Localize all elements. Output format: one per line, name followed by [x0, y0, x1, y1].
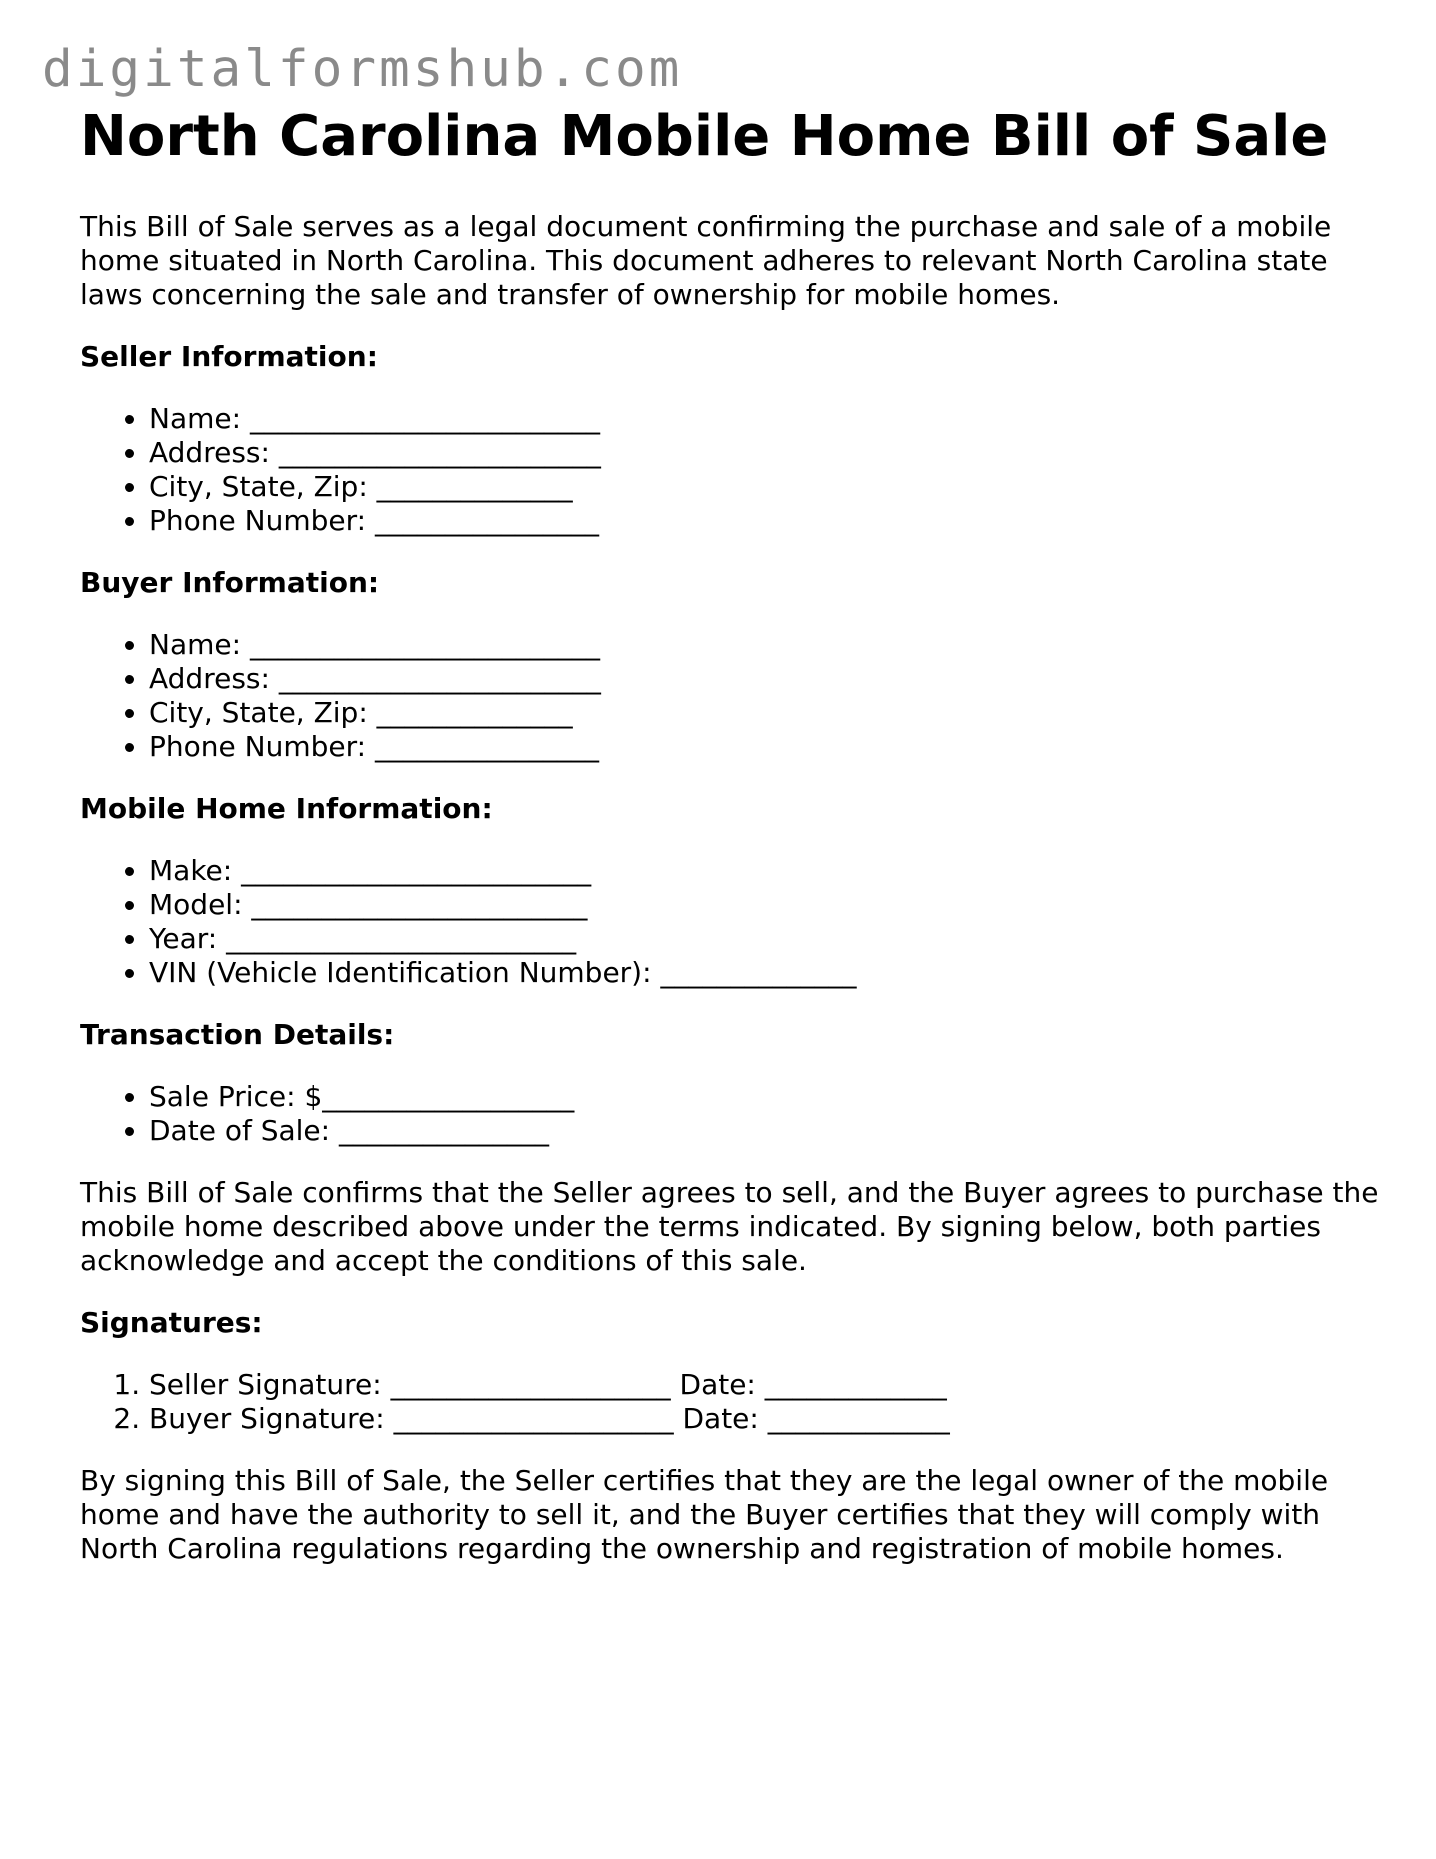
buyer-phone-field[interactable]: • Phone Number: ________________	[149, 730, 1380, 764]
make-field[interactable]: • Make: _________________________	[149, 854, 1380, 888]
seller-phone-field[interactable]: • Phone Number: ________________	[149, 504, 1380, 538]
buyer-info-heading: Buyer Information:	[80, 566, 380, 599]
seller-info-heading: Seller Information:	[80, 340, 378, 373]
buyer-signature-field[interactable]: 2. Buyer Signature: ____________________ Date: _____________	[149, 1402, 1380, 1436]
buyer-name-field[interactable]: • Name: _________________________	[149, 628, 1380, 662]
year-field[interactable]: • Year: _________________________	[149, 922, 1380, 956]
buyer-address-field[interactable]: • Address: _______________________	[149, 662, 1380, 696]
buyer-city-state-zip-field[interactable]: • City, State, Zip: ______________	[149, 696, 1380, 730]
vin-field[interactable]: • VIN (Vehicle Identification Number): ______________	[149, 956, 1380, 990]
transaction-details-list	[80, 1080, 1380, 1148]
seller-signature-field[interactable]: 1. Seller Signature: ____________________ Date: _____________	[149, 1368, 1380, 1402]
signatures-heading: Signatures:	[80, 1306, 263, 1339]
seller-address-field[interactable]: • Address: _______________________	[149, 436, 1380, 470]
watermark: digitalformshub.com	[42, 40, 683, 99]
signatures-list	[80, 1368, 1380, 1436]
mobile-home-info-heading: Mobile Home Information:	[80, 792, 493, 825]
seller-name-field[interactable]: • Name: _________________________	[149, 402, 1380, 436]
transaction-details-heading: Transaction Details:	[80, 1018, 395, 1051]
page-title: North Carolina Mobile Home Bill of Sale	[80, 104, 1329, 169]
document-body	[80, 104, 1380, 1566]
agreement-paragraph: This Bill of Sale confirms that the Seller agrees to sell, and the Buyer agrees to purchase the mobile home described above under the terms indicated. By signing below, both parties acknowledge and accept the conditions of this sale.	[80, 1176, 1379, 1277]
mobile-home-info-list	[80, 854, 1380, 990]
intro-paragraph: This Bill of Sale serves as a legal document confirming the purchase and sale of a mobile home situated in North Carolina. This document adheres to relevant North Carolina state laws concerning the sale and transfer of ownership for mobile homes.	[80, 210, 1332, 311]
date-of-sale-field[interactable]: • Date of Sale: _______________	[149, 1114, 1380, 1148]
seller-city-state-zip-field[interactable]: • City, State, Zip: ______________	[149, 470, 1380, 504]
buyer-info-list	[80, 628, 1380, 764]
sale-price-field[interactable]: • Sale Price: $__________________	[149, 1080, 1380, 1114]
certification-paragraph: By signing this Bill of Sale, the Seller certifies that they are the legal owner of the mobile home and have the authority to sell it, and the Buyer certifies that they will comply with North Carolina regulations regarding the ownership and registration of mobile homes.	[80, 1464, 1329, 1565]
seller-info-list	[80, 402, 1380, 538]
model-field[interactable]: • Model: ________________________	[149, 888, 1380, 922]
